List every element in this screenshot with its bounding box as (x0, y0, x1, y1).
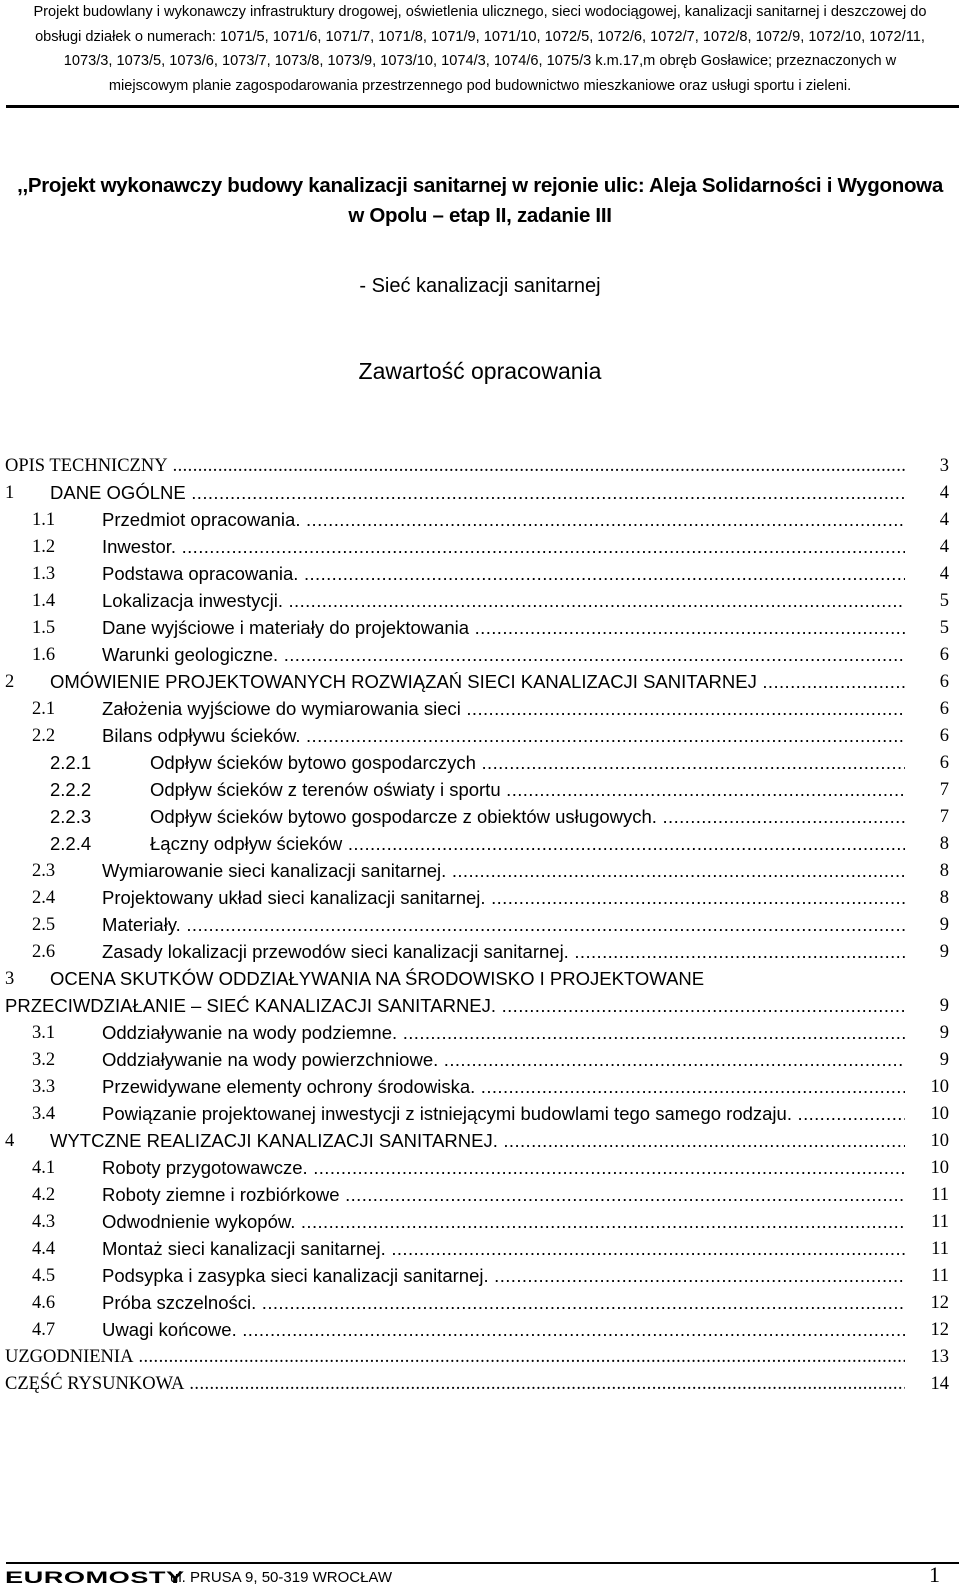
toc-entry[interactable] (0, 1209, 960, 1235)
toc-entry-title: OCENA SKUTKÓW ODDZIAŁYWANIA NA ŚRODOWISKO I PROJEKTOWANE (50, 968, 705, 989)
toc-entry-number: 2.2.2 (50, 779, 92, 800)
toc-entry[interactable] (0, 669, 960, 695)
toc-entry-number: 4 (5, 1131, 15, 1151)
toc-entry-number: 2.1 (32, 699, 56, 719)
toc-entry-title: Oddziaływanie na wody podziemne. ..... (102, 1020, 935, 1046)
toc-entry-number: 3 (5, 969, 15, 989)
toc-entry-title: Łączny odpływ ścieków ..... (150, 831, 935, 857)
toc-entry-number: 2.2.4 (50, 833, 92, 854)
toc-entry-page: 7 (905, 777, 949, 803)
toc-entry[interactable] (0, 1182, 960, 1208)
toc-entry-title: Założenia wyjściowe do wymiarowania sieci ..... (102, 696, 935, 722)
toc-entry-page: 10 (905, 1101, 949, 1127)
toc-entry-title: Inwestor. ..... (102, 534, 935, 560)
header-divider (6, 105, 959, 108)
toc-entry-page: 7 (905, 804, 949, 830)
toc-entry-number: 3.2 (32, 1050, 56, 1070)
toc-entry[interactable] (0, 1317, 960, 1343)
toc-entry[interactable] (0, 1290, 960, 1316)
toc-entry-page: 6 (905, 723, 949, 749)
document-title-line-2: w Opolu – etap II, zadanie III (348, 204, 612, 227)
toc-entry[interactable] (0, 939, 960, 965)
toc-entry-number: 3.3 (32, 1077, 56, 1097)
toc-entry[interactable] (0, 588, 960, 614)
toc-entry-number: 2.2 (32, 726, 56, 746)
toc-entry[interactable] (0, 1236, 960, 1262)
toc-entry-page: 9 (905, 1047, 949, 1073)
toc-entry-page: 6 (905, 669, 949, 695)
toc-entry-page: 10 (905, 1128, 949, 1154)
toc-entry[interactable] (0, 993, 960, 1019)
toc-entry-page: 11 (905, 1236, 949, 1262)
toc-entry-page: 14 (905, 1371, 949, 1397)
toc-entry[interactable] (0, 966, 960, 992)
contents-heading: Zawartość opracowania (358, 358, 602, 384)
toc-entry-number: 1.5 (32, 618, 56, 638)
toc-entry-number: 4.4 (32, 1239, 56, 1259)
toc-entry-title: Zasady lokalizacji przewodów sieci kanalizacji sanitarnej. ..... (102, 939, 935, 965)
toc-entry-page: 4 (905, 534, 949, 560)
toc-entry-page: 11 (905, 1263, 949, 1289)
header-line: miejscowym planie zagospodarowania przestrzennego pod budownictwo mieszkaniowe oraz usługi sportu i zieleni. (108, 77, 852, 94)
toc-entry-title: UZGODNIENIA ..... (5, 1344, 935, 1370)
toc-entry-number: 3.4 (32, 1104, 56, 1124)
toc-entry[interactable] (0, 858, 960, 884)
toc-entry[interactable] (0, 1074, 960, 1100)
toc-entry-title: Roboty przygotowawcze. ..... (102, 1155, 935, 1181)
toc-entry[interactable] (0, 723, 960, 749)
toc-entry-number: 2.3 (32, 861, 56, 881)
toc-entry[interactable] (0, 453, 960, 479)
toc-entry-title: Uwagi końcowe. ..... (102, 1317, 935, 1343)
toc-entry[interactable] (0, 1047, 960, 1073)
toc-entry-page: 9 (905, 1020, 949, 1046)
toc-entry-number: 2.4 (32, 888, 56, 908)
header-line: Projekt budowlany i wykonawczy infrastruktury drogowej, oświetlenia ulicznego, sieci wodociągowej, kanalizacji sanitarnej i deszczowej do (33, 4, 927, 20)
toc-entry[interactable] (0, 750, 960, 776)
header-line: obsługi działek o numerach: 1071/5, 1071/6, 1071/7, 1071/8, 1071/9, 1071/10, 1072/5, 1072/6, 1072/7, 1072/8, 1072/9, 1072/10, 1072/11, (35, 28, 925, 45)
toc-entry-number: 4.6 (32, 1293, 56, 1313)
toc-entry-title: Bilans odpływu ścieków. ..... (102, 723, 935, 749)
toc-entry[interactable] (0, 1155, 960, 1181)
toc-entry-title: Wymiarowanie sieci kanalizacji sanitarnej. ..... (102, 858, 935, 884)
toc-entry-number: 1.1 (32, 510, 56, 530)
toc-entry-page: 13 (905, 1344, 949, 1370)
toc-entry-number: 2.6 (32, 942, 56, 962)
toc-entry[interactable] (0, 534, 960, 560)
toc-entry-page: 3 (905, 453, 949, 479)
toc-entry-page: 8 (905, 831, 949, 857)
toc-entry-page: 9 (905, 993, 949, 1019)
toc-entry-title: CZĘŚĆ RYSUNKOWA ..... (5, 1371, 935, 1397)
toc-entry-number: 4.3 (32, 1212, 56, 1232)
toc-entry-title: PRZECIWDZIAŁANIE – SIEĆ KANALIZACJI SANITARNEJ. ..... (5, 993, 935, 1019)
toc-entry-page: 9 (905, 939, 949, 965)
toc-entry-page: 4 (905, 480, 949, 506)
toc-entry-title: DANE OGÓLNE ..... (50, 480, 935, 506)
toc-entry-page: 10 (905, 1074, 949, 1100)
toc-entry[interactable] (0, 561, 960, 587)
toc-entry-page: 11 (905, 1182, 949, 1208)
toc-entry-number: 3.1 (32, 1023, 56, 1043)
toc-entry-page: 6 (905, 642, 949, 668)
toc-entry[interactable] (0, 1344, 960, 1370)
toc-entry-title: Odwodnienie wykopów. ..... (102, 1209, 935, 1235)
toc-entry-page: 8 (905, 885, 949, 911)
toc-entry-title: Lokalizacja inwestycji. ..... (102, 588, 935, 614)
toc-entry-number: 1 (5, 483, 15, 503)
toc-entry[interactable] (0, 696, 960, 722)
footer-divider (6, 1562, 959, 1564)
toc-entry-title: Projektowany układ sieci kanalizacji sanitarnej. ..... (102, 885, 935, 911)
toc-entry-number: 2.2.1 (50, 752, 92, 773)
toc-entry-title: Montaż sieci kanalizacji sanitarnej. ..... (102, 1236, 935, 1262)
toc-entry-title: Materiały. ..... (102, 912, 935, 938)
toc-entry-title: Podsypka i zasypka sieci kanalizacji sanitarnej. ..... (102, 1263, 935, 1289)
toc-entry[interactable] (0, 1101, 960, 1127)
toc-entry[interactable] (0, 615, 960, 641)
toc-entry-title: Podstawa opracowania. ..... (102, 561, 935, 587)
toc-entry-page: 6 (905, 696, 949, 722)
toc-entry[interactable] (0, 1020, 960, 1046)
toc-entry-number: 2.5 (32, 915, 56, 935)
toc-entry-title: Powiązanie projektowanej inwestycji z istniejącymi budowlami tego samego rodzaju. ..... (102, 1101, 935, 1127)
toc-entry-number: 1.6 (32, 645, 56, 665)
toc-entry-page: 4 (905, 507, 949, 533)
toc-entry-title: Dane wyjściowe i materiały do projektowania ..... (102, 615, 935, 641)
toc-entry[interactable] (0, 1128, 960, 1154)
toc-entry-number: 4.2 (32, 1185, 56, 1205)
toc-entry-title: Odpływ ścieków bytowo gospodarcze z obiektów usługowych. ..... (150, 804, 935, 830)
toc-entry-number: 4.5 (32, 1266, 56, 1286)
toc-entry-number: 2.2.3 (50, 806, 92, 827)
toc-entry-title: Warunki geologiczne. ..... (102, 642, 935, 668)
document-header (0, 0, 960, 98)
toc-entry[interactable] (0, 1263, 960, 1289)
toc-entry[interactable] (0, 885, 960, 911)
toc-entry-number: 1.2 (32, 537, 56, 557)
toc-entry-number: 1.4 (32, 591, 56, 611)
toc-entry[interactable] (0, 480, 960, 506)
toc-entry-page: 5 (905, 588, 949, 614)
toc-entry-number: 4.7 (32, 1320, 56, 1340)
toc-entry[interactable] (0, 831, 960, 857)
euromosty-logo: EUROMOSTY (5, 1568, 185, 1587)
toc-entry-title: WYTCZNE REALIZACJI KANALIZACJI SANITARNEJ. ..... (50, 1128, 935, 1154)
toc-entry-page: 9 (905, 912, 949, 938)
page-number: 1 (929, 1562, 940, 1587)
toc-entry-page: 4 (905, 561, 949, 587)
toc-entry[interactable] (0, 507, 960, 533)
footer-address: ul. PRUSA 9, 50-319 WROCŁAW (170, 1569, 393, 1586)
toc-entry-title: Przedmiot opracowania. ..... (102, 507, 935, 533)
toc-entry-page: 11 (905, 1209, 949, 1235)
toc-entry-title: Próba szczelności. ..... (102, 1290, 935, 1316)
toc-entry[interactable] (0, 642, 960, 668)
document-title-line-1: ,,Projekt wykonawczy budowy kanalizacji sanitarnej w rejonie ulic: Aleja Solidarności i Wygonowa (17, 174, 943, 197)
document-subtitle: - Sieć kanalizacji sanitarnej (359, 275, 601, 297)
toc-entry-page: 5 (905, 615, 949, 641)
header-line: 1073/3, 1073/5, 1073/6, 1073/7, 1073/8, 1073/9, 1073/10, 1074/3, 1074/6, 1075/3 k.m.17,m obręb Gosławice; przeznaczonych w (63, 53, 897, 69)
toc-entry-title: Roboty ziemne i rozbiórkowe ..... (102, 1182, 935, 1208)
toc-entry[interactable] (0, 804, 960, 830)
toc-entry-number: 4.1 (32, 1158, 56, 1178)
toc-entry-page: 12 (905, 1317, 949, 1343)
toc-entry-title: Przewidywane elementy ochrony środowiska. ..... (102, 1074, 935, 1100)
toc-entry-page: 8 (905, 858, 949, 884)
toc-entry[interactable] (0, 912, 960, 938)
toc-entry-page: 10 (905, 1155, 949, 1181)
toc-entry-number: 2 (5, 672, 15, 692)
toc-entry-title: OPIS TECHNICZNY ..... (5, 453, 935, 479)
toc-entry-page: 12 (905, 1290, 949, 1316)
toc-entry-page: 6 (905, 750, 949, 776)
toc-entry-title: Oddziaływanie na wody powierzchniowe. ..... (102, 1047, 935, 1073)
toc-entry-title: Odpływ ścieków bytowo gospodarczych ..... (150, 750, 935, 776)
toc-entry-number: 1.3 (32, 564, 56, 584)
toc-entry-title: Odpływ ścieków z terenów oświaty i sportu ..... (150, 777, 935, 803)
toc-entry[interactable] (0, 1371, 960, 1397)
toc-entry-title: OMÓWIENIE PROJEKTOWANYCH ROZWIĄZAŃ SIECI KANALIZACJI SANITARNEJ ..... (50, 669, 935, 695)
toc-entry[interactable] (0, 777, 960, 803)
